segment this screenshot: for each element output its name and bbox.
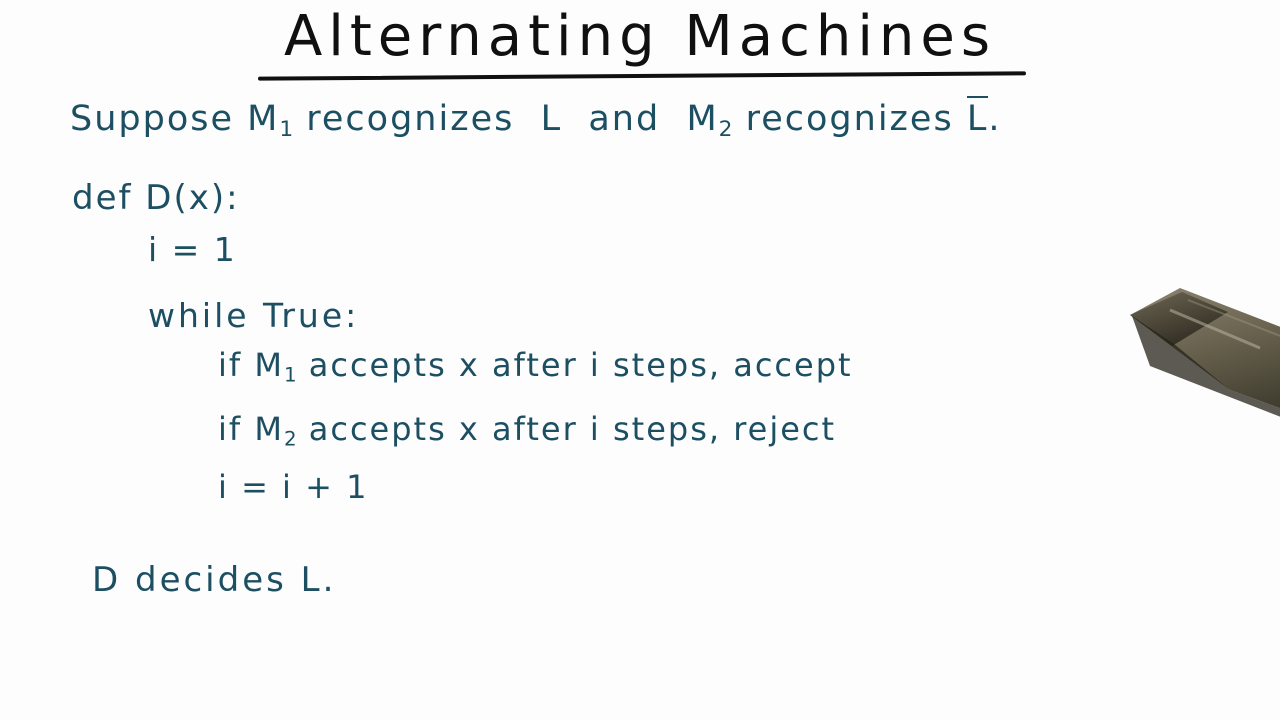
premise-line (70, 100, 1001, 142)
machine-m2-subscript: 2 (718, 117, 733, 143)
title-underline (258, 71, 1026, 80)
code-line-def: def D(x): (72, 178, 240, 218)
premise-text-mid: recognizes L and (293, 99, 687, 139)
machine-m1-subscript: 1 (279, 117, 294, 143)
page-title: Alternating Machines (283, 4, 997, 69)
stylus-pen-icon (1110, 280, 1280, 440)
conclusion-line: D decides L. (92, 560, 337, 600)
machine-m2-label: M (686, 99, 719, 139)
if2-machine-subscript: 2 (283, 427, 297, 451)
machine-m1-label: M (247, 99, 280, 139)
language-complement-label: L (967, 96, 989, 139)
slide-title-container (0, 4, 1280, 69)
if2-prefix: if (218, 410, 255, 448)
code-line-while: while True: (148, 296, 360, 335)
premise-text-before: Suppose (70, 99, 248, 139)
premise-text-after: recognizes (732, 99, 967, 139)
premise-period: . (988, 99, 1002, 139)
if1-prefix: if (218, 346, 255, 384)
code-line-if-m2 (218, 412, 836, 450)
if2-suffix: accepts x after i steps, reject (296, 410, 837, 448)
code-line-assign: i = 1 (148, 230, 237, 269)
code-line-increment: i = i + 1 (218, 468, 369, 506)
if2-machine-label: M (254, 410, 284, 448)
if1-machine-label: M (254, 346, 284, 384)
code-line-if-m1 (218, 348, 853, 386)
if1-machine-subscript: 1 (283, 363, 297, 387)
if1-suffix: accepts x after i steps, accept (296, 346, 853, 384)
